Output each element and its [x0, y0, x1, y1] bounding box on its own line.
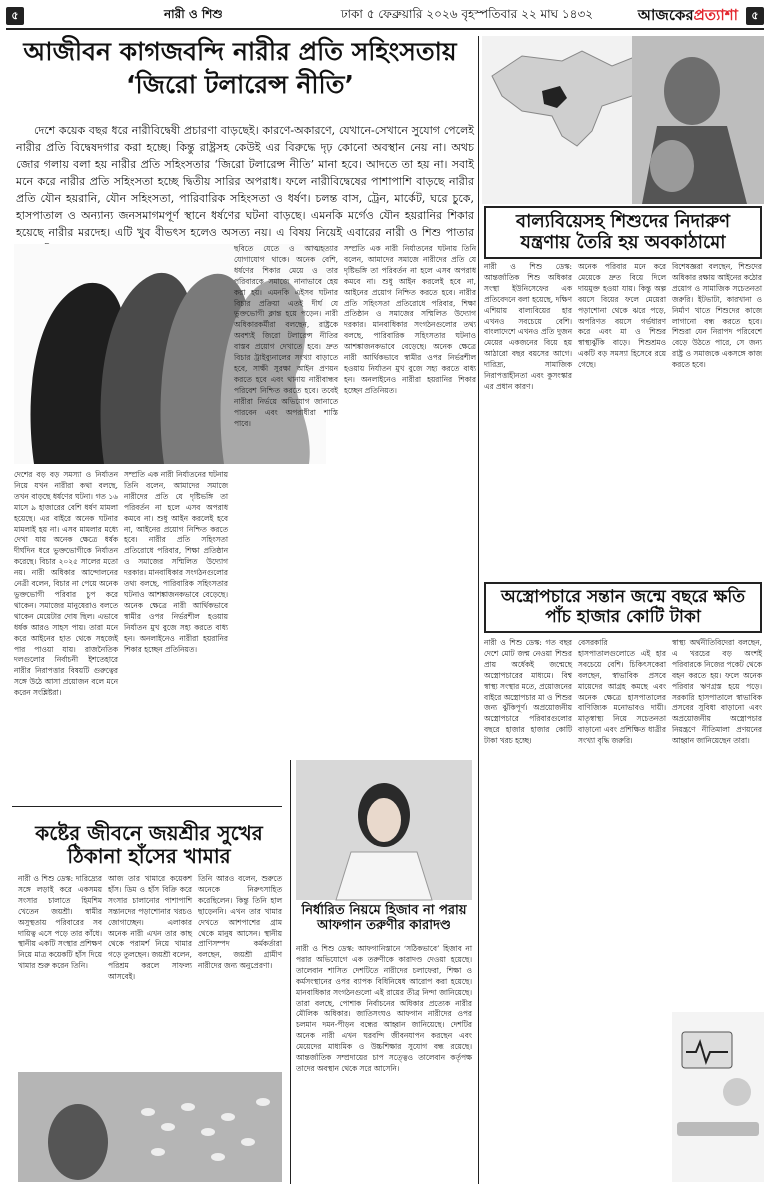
main-lead: দেশে কয়েক বছর ধরে নারীবিদ্বেষী প্রচারণা বাড়ছেই। কারণে-অকারণে, যেখানে-সেখানে সুযোগ পেলেই নারীর প্রতি বিদ্বেষদগার করা হচ্ছে। কিন্তু রাষ্ট্রসহ কেউই এর বিরুদ্ধে দৃঢ় কোনো অবস্থান নেয় না। অথচ জোর গলায় বলা হয় নারীর প্রতি সহিংসতার ‘জিরো টলারেন্স নীতি’ মানা হবে। আদতে তা হয় না। সবাই মনে করে নারীর প্রতি সহিংসতা হচ্ছে দ্বিতীয় সারির অপরাধ। ফলে নারীবিদ্বেষের পাশাপাশি বাড়ছে নারীর প্রতি যৌন হয়রানি, যৌন সহিংসতা, পারিবারিক সহিংসতা ও ধর্ষণ। চলন্ত বাস, ট্রেন, মার্কেট, ঘরে চুকে, হাসপাতাল ও অন্যান্য জনসমাগমপূর্ণ স্থানে ধর্ষণের ঘটনা বাড়ছে। এমনকি মর্গেও যৌন হয়রানির শিকার হয়েছে নারীর মরদেহ। এটি খুব বীভৎস হলেও অসত্য নয়। এ বিষয় নিয়েই এবারের নারী ও শিশু পাতার	[16, 124, 474, 239]
main-headline	[10, 38, 470, 100]
child-marriage-col3: বিশেষজ্ঞরা বলছেন, শিশুদের অধিকার রক্ষায় আইনের কঠোর প্রয়োগ ও সামাজিক সচেতনতা জরুরি। ইটভাটা, কারখানা ও নির্মাণ খাতে শিশুদের কাজে লাগানো বন্ধ করতে হবে। শিশুরা যেন নিরাপদ পরিবেশে বেড়ে উঠতে পারে, সে জন্য রাষ্ট্র ও সমাজকে একসঙ্গে কাজ করতে হবে।	[672, 262, 762, 370]
map-illustration-svg	[482, 36, 764, 204]
main-article-col3-cont: সম্প্রতি এক নারী নির্যাতনের ঘটনায় তিনি বলেন, আমাদের সমাজে নারীদের প্রতি যে দৃষ্টিভঙ্গি তা পরিবর্তন না হলে এসব অপরাধ কমবে না। শুধু আইন করলেই হবে না, আইনের প্রয়োগ নিশ্চিত করতে হবে। নারীর প্রতি সহিংসতা প্রতিরোধে পরিবার, শিক্ষা প্রতিষ্ঠান ও সমাজের সম্মিলিত উদ্যোগ দরকার। মানবাধিকার সংগঠনগুলোর তথ্য বলছে, পারিবারিক সহিংসতার ঘটনাও আশঙ্কাজনকভাবে বেড়েছে। অনেক ক্ষেত্রে নারী আর্থিকভাবে স্বামীর ওপর নির্ভরশীল হওয়ায় নির্যাতন মুখ বুজে সহ্য করতে বাধ্য হন। অনলাইনেও নারীরা হয়রানির শিকার হচ্ছেন প্রতিনিয়ত।	[344, 244, 476, 395]
duck-farm-col2: আজ তার খামারে কয়েকশ হাঁস। ডিম ও হাঁস বিক্রি করে সংসার চালানোর পাশাপাশি সন্তানদের পড়াশোনার খরচও জোগাচ্ছেন। এলাকার অনেক নারী এখন তার কাছ থেকে পরামর্শ নিয়ে খামার গড়ে তুলছেন। জয়শ্রী বলেন, পরিশ্রম করলে সাফল্য আসবেই।	[108, 874, 192, 982]
surgery-lamp	[723, 1078, 751, 1106]
hospital-bed	[677, 1122, 759, 1136]
child-marriage-headline-line2: যন্ত্রণায় তৈরি হয় অবকাঠামো	[520, 231, 726, 253]
child-marriage-col2: অনেক পরিবার মনে করে মেয়েকে দ্রুত বিয়ে দিলে দায়মুক্ত হওয়া যায়। কিন্তু অল্প বয়সে বিয়ের ফলে মেয়েরা পড়াশোনা থেকে ঝরে পড়ে, অপরিণত বয়সে গর্ভধারণ করে এবং মা ও শিশুর স্বাস্থ্যঝুঁকি বাড়ে। শিশুশ্রমও একটি বড় সমস্যা হিসেবে রয়ে গেছে।	[578, 262, 666, 370]
child-marriage-headline	[484, 206, 762, 259]
column-divider	[478, 36, 479, 1184]
logo-brand: প্রত্যাশা	[693, 5, 738, 24]
caesarean-col1: নারী ও শিশু ডেস্ক: গত বছর দেশে মোট জন্ম নেওয়া শিশুর প্রায় অর্ধেকই জন্মেছে অস্ত্রোপচারের মাধ্যমে। বিশ্ব স্বাস্থ্য সংস্থার মতে, প্রয়োজনের বাইরে অস্ত্রোপচার মা ও শিশুর জন্য ঝুঁকিপূর্ণ। অপ্রয়োজনীয় অস্ত্রোপচারে পরিবারগুলোর বছরে হাজার হাজার কোটি টাকা খরচ হচ্ছে।	[484, 638, 572, 746]
main-article-col1: দেশের বড় বড় সমস্যা ও নির্যাতন নিয়ে যখন নারীরা কথা বলছে, তখন বাড়ছে ধর্ষণের ঘটনা। গত ১৬ মাসে ৯ হাজারের বেশি ধর্ষণ মামলা হয়েছে। এর বাইরে অনেক ঘটনার মামলাই হয় না। এসব মামলার মধ্যে দেখা যায় অনেক ক্ষেত্রে ধর্ষক দীর্ঘদিন ধরে ভুক্তভোগীকে নির্যাতন করেছে। বিচার ২০২৫ সালের মতো নয়। নারী অধিকার আন্দোলনের নেত্রী বলেন, বিচার না পেয়ে অনেক ভুক্তভোগী পরিবার চুপ করে থাকেন। সমাজের মানুষেরাও বলতে থাকেন মেয়েটার দোষ ছিল। এভাবে ধর্ষক আরও সাহস পায়। তারা মনে করে আইনের হাত থেকে সহজেই পার পাওয়া যায়। রাজনৈতিক দলগুলোর নির্বাচনী ইশতেহারে নারীর নিরাপত্তার বিষয়টি গুরুত্বের সঙ্গে উঠে আসা প্রয়োজন বলে মনে করেন সংশ্লিষ্টরা।	[14, 470, 118, 698]
caesarean-headline-line2: পাঁচ হাজার কোটি টাকা	[545, 606, 701, 627]
caesarean-headline	[484, 582, 762, 633]
page-number-right: ৫	[746, 7, 764, 25]
woman-figure	[48, 1104, 108, 1180]
issue-date: ঢাকা ৫ ফেব্রুয়ারি ২০২৬ বৃহস্পতিবার ২২ মাঘ ১৪৩২	[340, 7, 594, 21]
afghan-headline-line2: আফগান তরুণীর কারাদণ্ড	[317, 917, 451, 933]
duck-photo-svg	[18, 1072, 282, 1182]
afghan-headline	[296, 904, 472, 934]
logo-prefix: আজকের	[637, 5, 694, 24]
duck-farm-headline	[18, 818, 280, 872]
hospital-svg	[672, 1012, 764, 1182]
child-marriage-col1: নারী ও শিশু ডেস্ক: আন্তর্জাতিক শিশু অধিকার সংস্থা ইউনিসেফের এক প্রতিবেদনে বলা হয়েছে, দক্ষিণ এশিয়ায় বাল্যবিয়ের হার এখনও সবচেয়ে বেশি। বাংলাদেশে এখনও প্রতি দুজন মেয়ের একজনের বিয়ে হয় আঠারো বছর বয়সের আগে। দারিদ্র্য, সামাজিক নিরাপত্তাহীনতা এবং কুসংস্কার এর প্রধান কারণ।	[484, 262, 572, 391]
main-article-col3: ছবিতে যেতে ও আত্মহত্যার যোগাযোগ থাকে। অনেক বেশি, ধর্ষণের শিকার মেয়ে ও তার পরিবারকে সমাজে নানাভাবে হেয় করা হয়। এমনকি এইসব ঘটনার বিচার প্রক্রিয়া এতই দীর্ঘ যে ভুক্তভোগী ক্লান্ত হয়ে পড়েন। নারী অধিকারকর্মীরা বলছেন, রাষ্ট্রকে অবশ্যই জিরো টলারেন্স নীতির বাস্তব প্রয়োগ দেখাতে হবে। দ্রুত বিচার ট্রাইব্যুনালের সংখ্যা বাড়াতে হবে, সাক্ষী সুরক্ষা আইন প্রণয়ন করতে হবে এবং থানায় নারীবান্ধব পরিবেশ নিশ্চিত করতে হবে। তবেই নারীরা নির্ভয়ে অভিযোগ জানাতে পারবেন এবং অপরাধীরা শাস্তি পাবে।	[234, 244, 338, 428]
child-head	[650, 140, 694, 192]
child-marriage-headline-line1: বাল্যবিয়েসহ শিশুদের নিদারুণ	[516, 211, 730, 232]
page-number-left: ৫	[6, 7, 24, 25]
duck-farm-col1: নারী ও শিশু ডেস্ক: দারিদ্র্যের সঙ্গে লড়াই করে একসময় সংসার চালাতে হিমশিম খেতেন জয়শ্রী। স্বামীর অসুস্থতায় পরিবারের সব দায়িত্ব এসে পড়ে তার কাঁধে। স্থানীয় একটি সংস্থার প্রশিক্ষণ নিয়ে মাত্র কয়েকটি হাঁস দিয়ে খামার শুরু করেন তিনি।	[18, 874, 102, 971]
hospital-illustration	[672, 1012, 764, 1182]
caesarean-headline-line1: অস্ত্রোপচারে সন্তান জন্মে বছরে ক্ষতি	[501, 587, 745, 607]
duck-farm-col3: তিনি আরও বলেন, শুরুতে অনেকে নিরুৎসাহিত করেছিলেন। কিন্তু তিনি হাল ছাড়েননি। এখন তার খামার দেখতে আশপাশের গ্রাম থেকে মানুষ আসেন। স্থানীয় প্রাণিসম্পদ কর্মকর্তারা বলছেন, জয়শ্রী গ্রামীণ নারীদের জন্য অনুপ্রেরণা।	[198, 874, 282, 971]
map-region	[492, 51, 647, 146]
duck-farm-photo	[18, 1072, 282, 1182]
newspaper-logo	[638, 4, 738, 29]
white-coat	[336, 852, 432, 900]
afghan-headline-line1: নির্ধারিত নিয়মে হিজাব না পরায়	[301, 903, 467, 918]
caesarean-col3: স্বাস্থ্য অর্থনীতিবিদেরা বলছেন, এ খরচের বড় অংশই পরিবারকে নিজের পকেট থেকে বহন করতে হয়। ফলে অনেক পরিবার ঋণগ্রস্ত হয়ে পড়ে। সরকারি হাসপাতালে স্বাভাবিক প্রসবের সুবিধা বাড়ানো এবং অপ্রয়োজনীয় অস্ত্রোপচার নিয়ন্ত্রণে নীতিমালা প্রণয়নের আহ্বান জানিয়েছেন তারা।	[672, 638, 762, 746]
duck-farm-headline-line1: কষ্টের জীবনে জয়শ্রীর সুখের	[35, 821, 263, 845]
face	[367, 798, 401, 842]
afghan-body: নারী ও শিশু ডেস্ক: আফগানিস্তানে ‘সঠিকভাবে’ হিজাব না পরার অভিযোগে এক তরুণীকে কারাদণ্ড দেওয়া হয়েছে। তালেবান শাসিত দেশটিতে নারীদের চলাফেরা, শিক্ষা ও কর্মসংস্থানের ওপর ব্যাপক বিধিনিষেধ আরোপ করা হয়েছে। মানবাধিকার সংগঠনগুলো এই রায়ের তীব্র নিন্দা জানিয়েছে। তারা বলছে, পোশাক নির্বাচনের অধিকার প্রত্যেক নারীর মৌলিক অধিকার। জাতিসংঘও আফগান নারীদের ওপর চলমান দমন-পীড়ন বন্ধের আহ্বান জানিয়েছে। দেশটির অনেক নারী এখন ঘরবন্দি জীবনযাপন করছেন এবং মেয়েদের মাধ্যমিক ও উচ্চশিক্ষার সুযোগ বন্ধ রয়েছে। আন্তর্জাতিক সম্প্রদায়ের চাপ সত্ত্বেও তালেবান কর্তৃপক্ষ তাদের অবস্থান থেকে সরে আসেনি।	[296, 944, 472, 1073]
page-header	[6, 4, 764, 30]
main-headline-line1: আজীবন কাগজবন্দি নারীর প্রতি সহিংসতায়	[23, 37, 457, 66]
afghan-photo-svg	[296, 760, 472, 900]
main-article-col2: সম্প্রতি এক নারী নির্যাতনের ঘটনায় তিনি বলেন, আমাদের সমাজে নারীদের প্রতি যে দৃষ্টিভঙ্গি তা পরিবর্তন না হলে এসব অপরাধ কমবে না। শুধু আইন করলেই হবে না, আইনের প্রয়োগ নিশ্চিত করতে হবে। নারীর প্রতি সহিংসতা প্রতিরোধে পরিবার, শিক্ষা প্রতিষ্ঠান ও সমাজের সম্মিলিত উদ্যোগ দরকার। মানবাধিকার সংগঠনগুলোর তথ্য বলছে, পারিবারিক সহিংসতার ঘটনাও আশঙ্কাজনকভাবে বেড়েছে। অনেক ক্ষেত্রে নারী আর্থিকভাবে স্বামীর ওপর নির্ভরশীল হওয়ায় নির্যাতন মুখ বুজে সহ্য করতে বাধ্য হন। অনলাইনেও নারীরা হয়রানির শিকার হচ্ছেন প্রতিনিয়ত।	[124, 470, 228, 654]
column-divider-lower	[290, 760, 291, 1184]
section-title: নারী ও শিশু	[164, 7, 223, 21]
main-headline-line2: ‘জিরো টলারেন্স নীতি’	[126, 69, 354, 99]
map-photo-illustration	[482, 36, 764, 204]
monitor	[682, 1032, 732, 1068]
caesarean-col2: বেসরকারি হাসপাতালগুলোতে এই হার সবচেয়ে বেশি। চিকিৎসকেরা বলছেন, স্বাভাবিক প্রসবে মায়েদের আগ্রহ কমছে এবং অনেক ক্ষেত্রে হাসপাতালের বাণিজ্যিক মনোভাবও দায়ী। মাতৃস্বাস্থ্য নিয়ে সচেতনতা বাড়ানো এবং প্রশিক্ষিত ধাত্রীর সংখ্যা বৃদ্ধি জরুরি।	[578, 638, 666, 746]
divider-duck	[12, 806, 282, 807]
woman-head	[664, 57, 720, 125]
afghan-woman-photo	[296, 760, 472, 900]
duck-farm-headline-line2: ঠিকানা হাঁসের খামার	[67, 844, 231, 868]
